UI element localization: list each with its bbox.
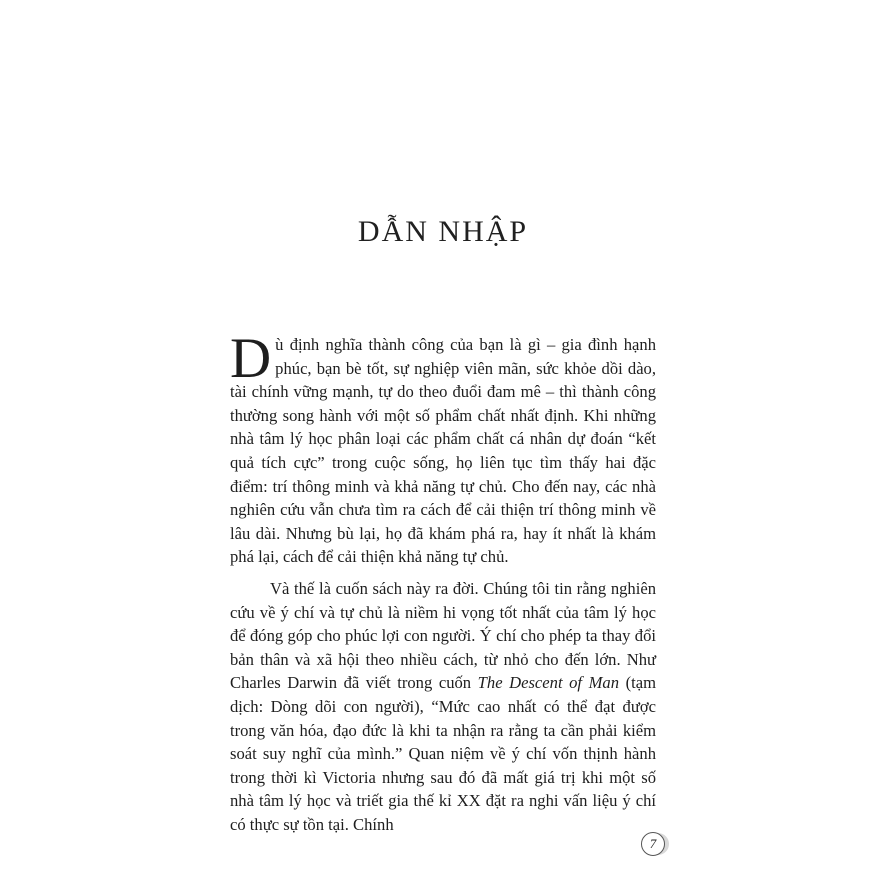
page-number-badge xyxy=(641,832,671,858)
paragraph-2 xyxy=(230,577,656,837)
paragraph-2-text-after: (tạm dịch: Dòng dõi con người), “Mức cao nhất có thể đạt được trong văn hóa, đạo đức là khi ta nhận ra rằng ta cần phải kiểm soát suy nghĩ của mình.” Quan niệm về ý chí vốn thịnh hành trong thời kì Victoria nhưng sau đó đã mất giá trị khi một số nhà tâm lý học và triết gia thế kỉ XX đặt ra nghi vấn liệu ý chí có thực sự tồn tại. Chính xyxy=(230,673,657,834)
book-title: The Descent of Man xyxy=(477,673,620,693)
page-number: 7 xyxy=(641,832,665,856)
paragraph-2-text-before: Và thế là cuốn sách này ra đời. Chúng tôi tin rằng nghiên cứu về ý chí và tự chủ là niềm hi vọng tốt nhất của tâm lý học để đóng góp cho phúc lợi con người. Ý chí cho phép ta thay đổi bản thân và xã hội theo nhiều cách, từ nhỏ cho đến lớn. Như Charles Darwin đã viết trong cuốn xyxy=(230,578,656,693)
body-text xyxy=(230,327,657,836)
chapter-title: DẪN NHẬP xyxy=(357,215,529,248)
paragraph-1: Dù định nghĩa thành công của bạn là gì – gia đình hạnh phúc, bạn bè tốt, sự nghiệp viên mãn, sức khỏe dồi dào, tài chính vững mạnh, tự do theo đuổi đam mê – thì thành công thường song hành với một số phẩm chất nhất định. Khi những nhà tâm lý học phân loại các phẩm chất cá nhân dự đoán “kết quả tích cực” trong cuộc sống, họ liên tục tìm thấy hai đặc điểm: trí thông minh và khả năng tự chủ. Cho đến nay, các nhà nghiên cứu vẫn chưa tìm ra cách để cải thiện trí thông minh về lâu dài. Nhưng bù lại, họ đã khám phá ra, hay ít nhất là khám phá lại, cách để cải thiện khả năng tự chủ. xyxy=(230,327,656,567)
